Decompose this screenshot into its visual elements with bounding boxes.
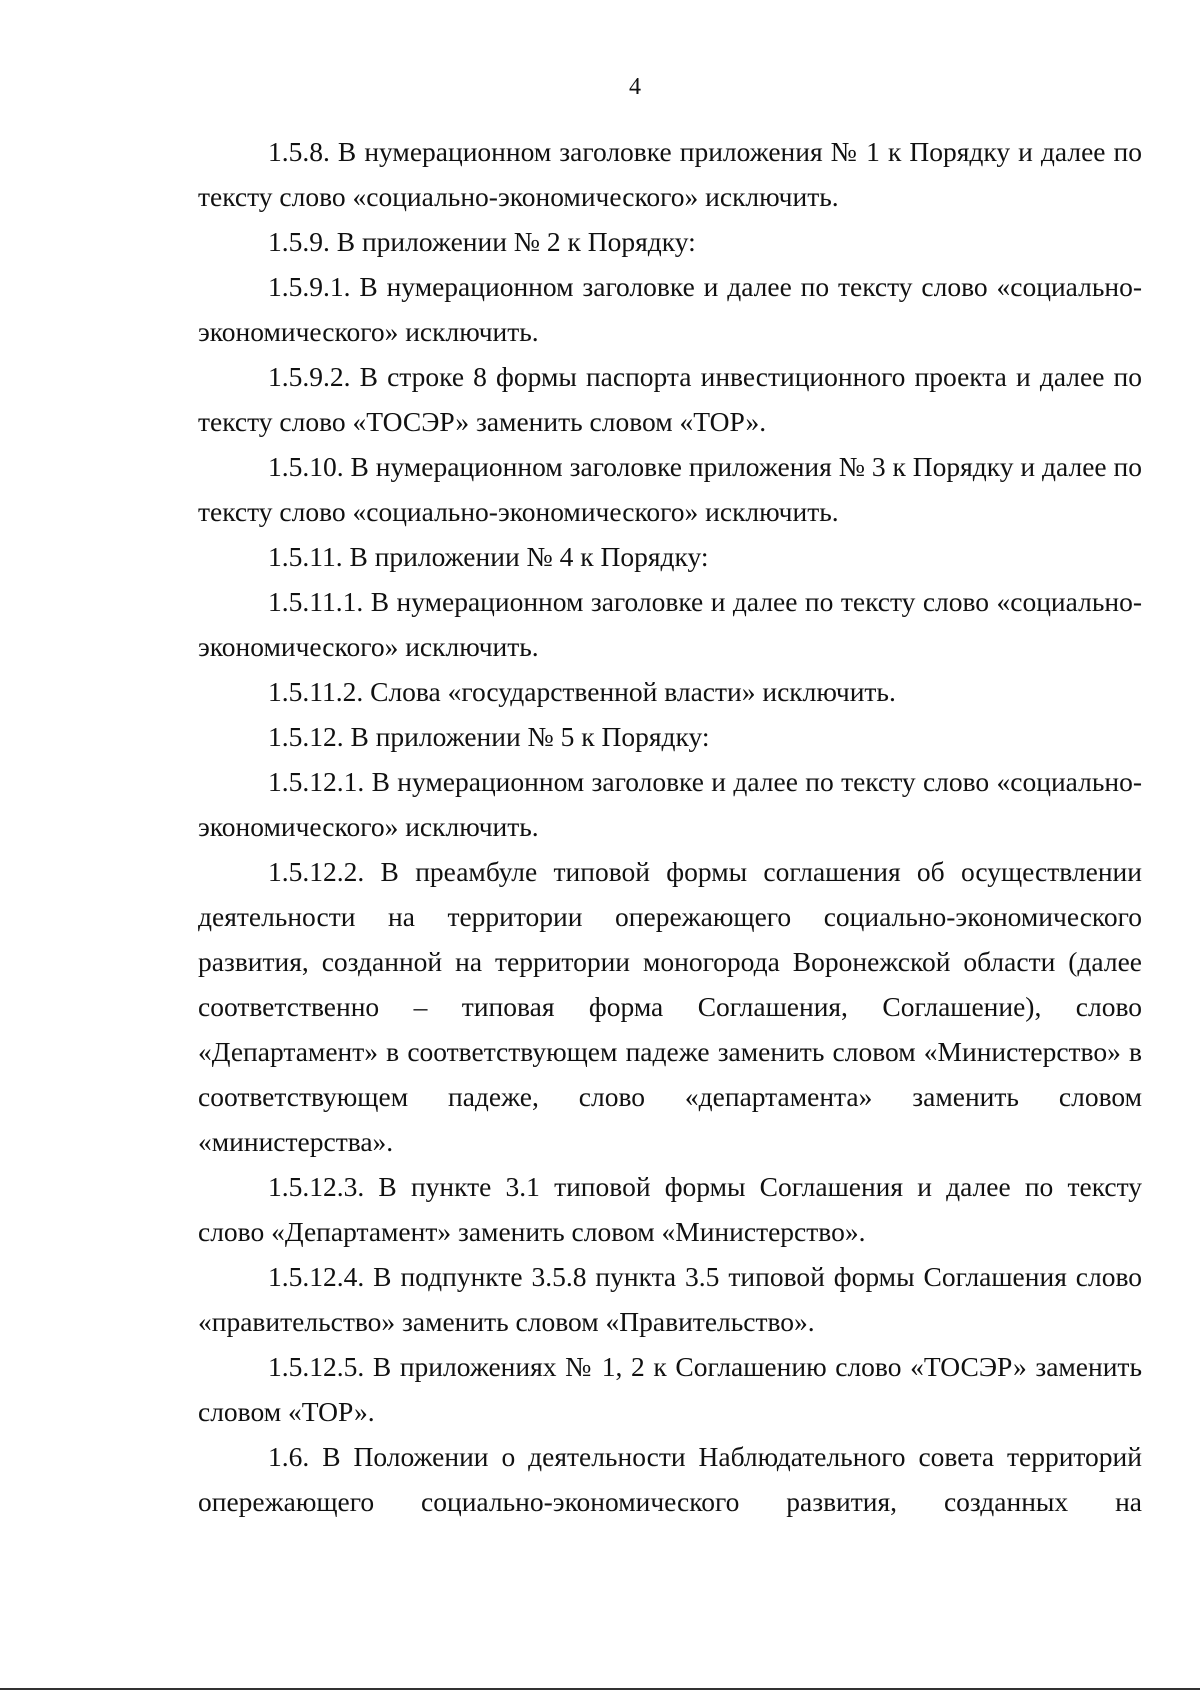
paragraph-1-5-8: 1.5.8. В нумерационном заголовке приложения № 1 к Порядку и далее по тексту слово «социально-экономического» исключить. (198, 136, 1142, 212)
paragraph-1-5-12-1: 1.5.12.1. В нумерационном заголовке и далее по тексту слово «социально-экономического» исключить. (198, 766, 1142, 842)
paragraph-1-5-9: 1.5.9. В приложении № 2 к Порядку: (268, 226, 696, 257)
paragraph-1-5-11: 1.5.11. В приложении № 4 к Порядку: (268, 541, 709, 572)
paragraph-1-5-12-4: 1.5.12.4. В подпункте 3.5.8 пункта 3.5 типовой формы Соглашения слово «правительство» заменить словом «Правительство». (198, 1261, 1142, 1337)
paragraph-1-6: 1.6. В Положении о деятельности Наблюдательного совета территорий опережающего социально-экономического развития, созданных на (198, 1441, 1142, 1517)
paragraph-1-5-10: 1.5.10. В нумерационном заголовке приложения № 3 к Порядку и далее по тексту слово «социально-экономического» исключить. (198, 451, 1142, 527)
paragraph-1-5-11-2: 1.5.11.2. Слова «государственной власти» исключить. (268, 676, 896, 707)
paragraph-1-5-12-3: 1.5.12.3. В пункте 3.1 типовой формы Соглашения и далее по тексту слово «Департамент» заменить словом «Министерство». (198, 1171, 1142, 1247)
document-body (198, 129, 1142, 1524)
paragraph-1-5-9-2: 1.5.9.2. В строке 8 формы паспорта инвестиционного проекта и далее по тексту слово «ТОСЭР» заменить словом «ТОР». (198, 361, 1142, 437)
paragraph-1-5-9-1: 1.5.9.1. В нумерационном заголовке и далее по тексту слово «социально-экономического» исключить. (198, 271, 1142, 347)
paragraph-1-5-11-1: 1.5.11.1. В нумерационном заголовке и далее по тексту слово «социально-экономического» исключить. (198, 586, 1142, 662)
paragraph-1-5-12: 1.5.12. В приложении № 5 к Порядку: (268, 721, 710, 752)
page-number: 4 (629, 74, 641, 100)
paragraph-1-5-12-5: 1.5.12.5. В приложениях № 1, 2 к Соглашению слово «ТОСЭР» заменить словом «ТОР». (198, 1351, 1142, 1427)
scan-edge-line (0, 1688, 1200, 1690)
paragraph-1-5-12-2: 1.5.12.2. В преамбуле типовой формы соглашения об осуществлении деятельности на территории опережающего социально-экономического развития, созданной на территории моногорода Воронежской области (далее соответственно – типовая форма Соглашения, Соглашение), слово «Департамент» в соответствующем падеже заменить словом «Министерство» в соответствующем падеже, слово «департамента» заменить словом «министерства». (198, 856, 1142, 1157)
